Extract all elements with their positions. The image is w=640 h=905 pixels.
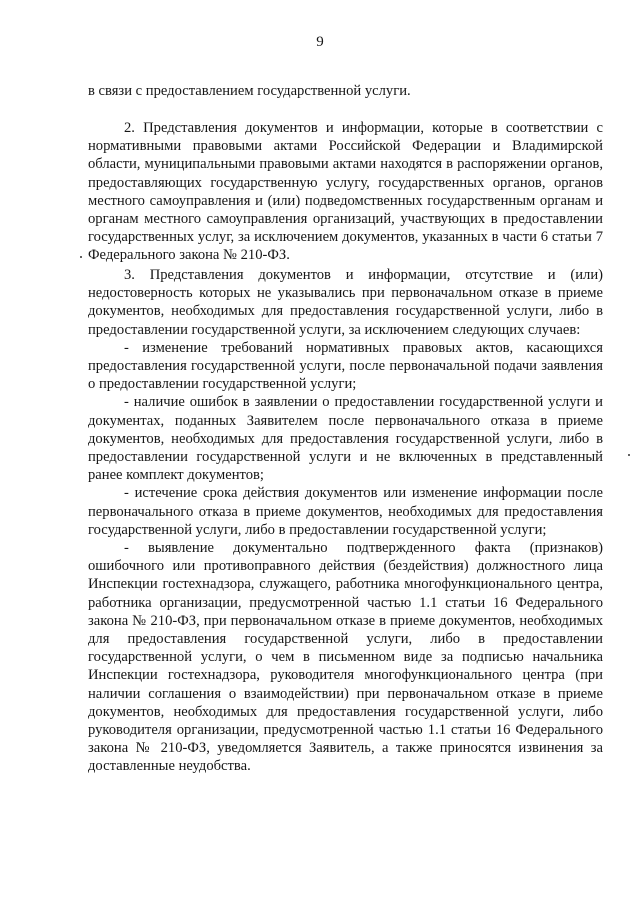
paragraph-text: в связи с предоставлением государственной услуги. bbox=[88, 83, 411, 99]
paragraph-continuation bbox=[88, 82, 603, 100]
page-number: 9 bbox=[316, 34, 324, 50]
paragraph-text: 3. Представления документов и информации, отсутствие и (или) недостоверность которых не указывались при первоначальном отказе в приеме документов, необходимых для предоставления государственной услуги, либо в предоставлении государственной услуги, за исключением следующих случаев: bbox=[88, 267, 603, 338]
scan-speck bbox=[628, 454, 630, 456]
paragraph-text: 2. Представления документов и информации, которые в соответствии с нормативными правовыми актами Российской Федерации и Владимирской области, муниципальными правовыми актами находятся в распоряжении органов, предоставляющих государственную услугу, государственных органов, органов местного самоуправления и (или) подведомственных государственным органам и органам местного самоуправления организаций, участвующих в предоставлении государственных услуг, за исключением документов, указанных в части 6 статьи 7 Федерального закона № 210-ФЗ. bbox=[88, 120, 603, 264]
list-item: - истечение срока действия документов или изменение информации после первоначального отказа в приеме документов, необходимых для предоставления государственной услуги, либо в предоставлении государственной услуги; bbox=[88, 485, 603, 538]
paragraph-item-3 bbox=[88, 266, 603, 776]
scan-speck bbox=[80, 256, 82, 258]
paragraph-item-2 bbox=[88, 119, 603, 265]
list-item: - наличие ошибок в заявлении о предоставлении государственной услуги и документах, поданных Заявителем после первоначального отказа в приеме документов, необходимых для предоставления государственной услуги, либо в предоставлении государственной услуги и не включенных в представленный ранее комплект документов; bbox=[88, 394, 603, 484]
list-item: - выявление документально подтвержденного факта (признаков) ошибочного или противоправного действия (бездействия) должностного лица Инспекции гостехнадзора, служащего, работника многофункционального центра, работника организации, предусмотренной частью 1.1 статьи 16 Федерального закона № 210-ФЗ, при первоначальном отказе в приеме документов, необходимых для предоставления государственной услуги, либо в предоставлении государственной услуги, о чем в письменном виде за подписью начальника Инспекции гостехнадзора, руководителя многофункционального центра (при наличии соглашения о взаимодействии) при первоначальном отказе в приеме документов, необходимых для предоставления государственной услуги, либо руководителя организации, предусмотренной частью 1.1 статьи 16 Федерального закона № 210-ФЗ, уведомляется Заявитель, а также приносятся извинения за доставленные неудобства. bbox=[88, 540, 603, 775]
list-item: - изменение требований нормативных правовых актов, касающихся предоставления государственной услуги, после первоначальной подачи заявления о предоставлении государственной услуги; bbox=[88, 339, 603, 393]
